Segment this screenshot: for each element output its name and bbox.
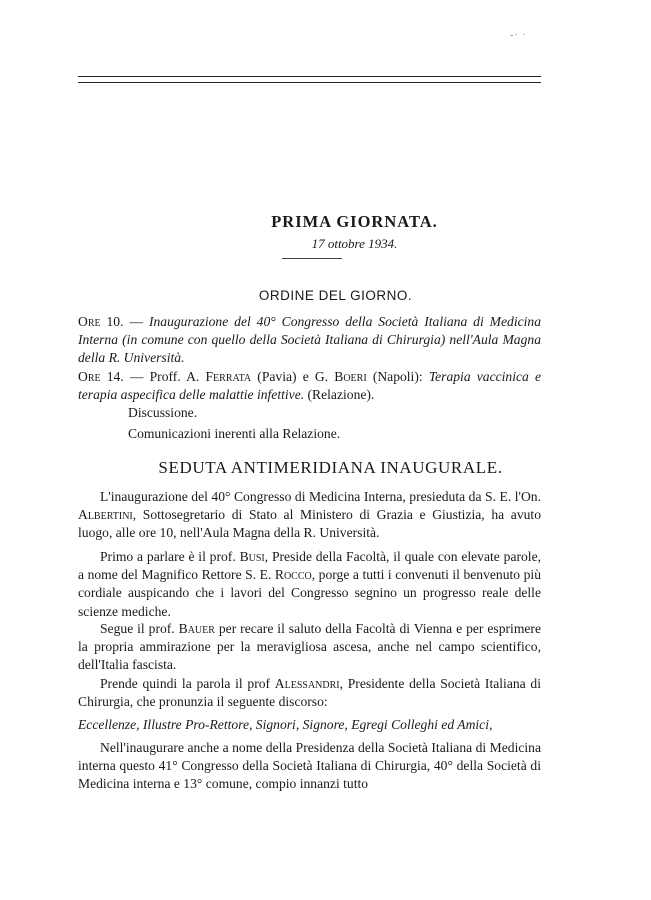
paragraph-2	[78, 548, 541, 621]
paragraph-1	[78, 488, 541, 543]
day-title: PRIMA GIORNATA.	[271, 212, 438, 231]
paragraph-2-text-b: , Preside della Facoltà, il quale con elevate parole, a nome del Magnifico Rettore S. E.	[78, 549, 542, 583]
name-albertini: Albertini	[78, 507, 133, 523]
paragraph-4	[78, 675, 541, 711]
speaker-ferrata: Ferrata	[205, 369, 252, 384]
corner-mark: -· ·	[510, 30, 527, 41]
title-divider	[282, 258, 342, 259]
speaker-ferrata-city: (Pavia) e G.	[257, 369, 329, 384]
name-bauer: Bauer	[178, 621, 215, 636]
agenda-item-2-time: Ore 14.	[78, 369, 124, 384]
paragraph-6: Nell'inaugurare anche a nome della Presidenza della Società Italiana di Medicina interna questo 41° Congresso della Società Italiana di Chirurgia, 40° della Società di Medicina interna e 13° comune, compio innanzi tutto	[78, 740, 541, 792]
paragraph-1-text-a: L'inaugurazione del 40° Congresso di Medicina Interna, presieduta da S. E. l'On.	[100, 489, 541, 504]
agenda-discussion: Discussione.	[128, 405, 198, 420]
agenda-item-2-topic: Terapia vaccinica e terapia aspecifica delle malattie infettive.	[78, 369, 542, 403]
header-rule-bottom	[78, 82, 541, 83]
paragraph-4-text-b: , Presidente della Società Italiana di Chirurgia, che pronunzia il seguente discorso:	[78, 676, 541, 710]
paragraph-4-text-a: Prende quindi la parola il prof	[100, 676, 271, 691]
header-rule-top	[78, 76, 541, 77]
agenda-item-1-time: Ore 10.	[78, 314, 124, 329]
agenda-item-1-text: Inaugurazione del 40° Congresso della Società Italiana di Medicina Interna (in comune con quello della Società Italiana di Chirurgia) nell'Aula Magna della R. Università.	[78, 314, 541, 366]
speaker-boeri-city: (Napoli):	[372, 369, 423, 384]
agenda-communications: Comunicazioni inerenti alla Relazione.	[128, 426, 341, 441]
agenda-item-2-dash: — Proff. A.	[129, 369, 200, 384]
paragraph-1-text-b: , Sottosegretario di Stato al Ministero di Grazia e Giustizia, ha avuto luogo, alle ore 10, nell'Aula Magna della R. Università.	[78, 507, 541, 541]
paragraph-2-text-a: Primo a parlare è il prof.	[100, 549, 236, 564]
section-title: SEDUTA ANTIMERIDIANA INAUGURALE.	[158, 458, 503, 477]
name-rocco: Rocco	[274, 567, 312, 583]
name-alessandri: Alessandri	[274, 676, 340, 691]
paragraph-2-text-c: , porge a tutti i convenuti il benvenuto più cordiale auspicando che i lavori del Congresso segnino un progresso reale delle scienze mediche.	[78, 567, 541, 619]
agenda-item-2	[78, 368, 541, 404]
speaker-boeri: Boeri	[334, 369, 367, 384]
paragraph-3	[78, 620, 541, 675]
paragraph-3-text-a: Segue il prof.	[100, 621, 175, 636]
salutation: Eccellenze, Illustre Pro-Rettore, Signori, Signore, Egregi Colleghi ed Amici,	[78, 717, 493, 732]
agenda-item-1: Ore 10. — Inaugurazione del 40° Congresso della Società Italiana di Medicina Interna (in comune con quello della Società Italiana di Chirurgia) nell'Aula Magna della R. Università.	[78, 314, 541, 366]
name-busi: Busi	[239, 549, 265, 564]
agenda-title: ORDINE DEL GIORNO.	[258, 288, 413, 303]
paragraph-3-text-b: per recare il saluto della Facoltà di Vienna e per esprimere la propria ammirazione per la meravigliosa ascesa, anche nel campo scientifico, dell'Italia fascista.	[78, 621, 541, 673]
day-date: 17 ottobre 1934.	[311, 236, 398, 251]
agenda-item-2-note: (Relazione).	[307, 387, 375, 403]
